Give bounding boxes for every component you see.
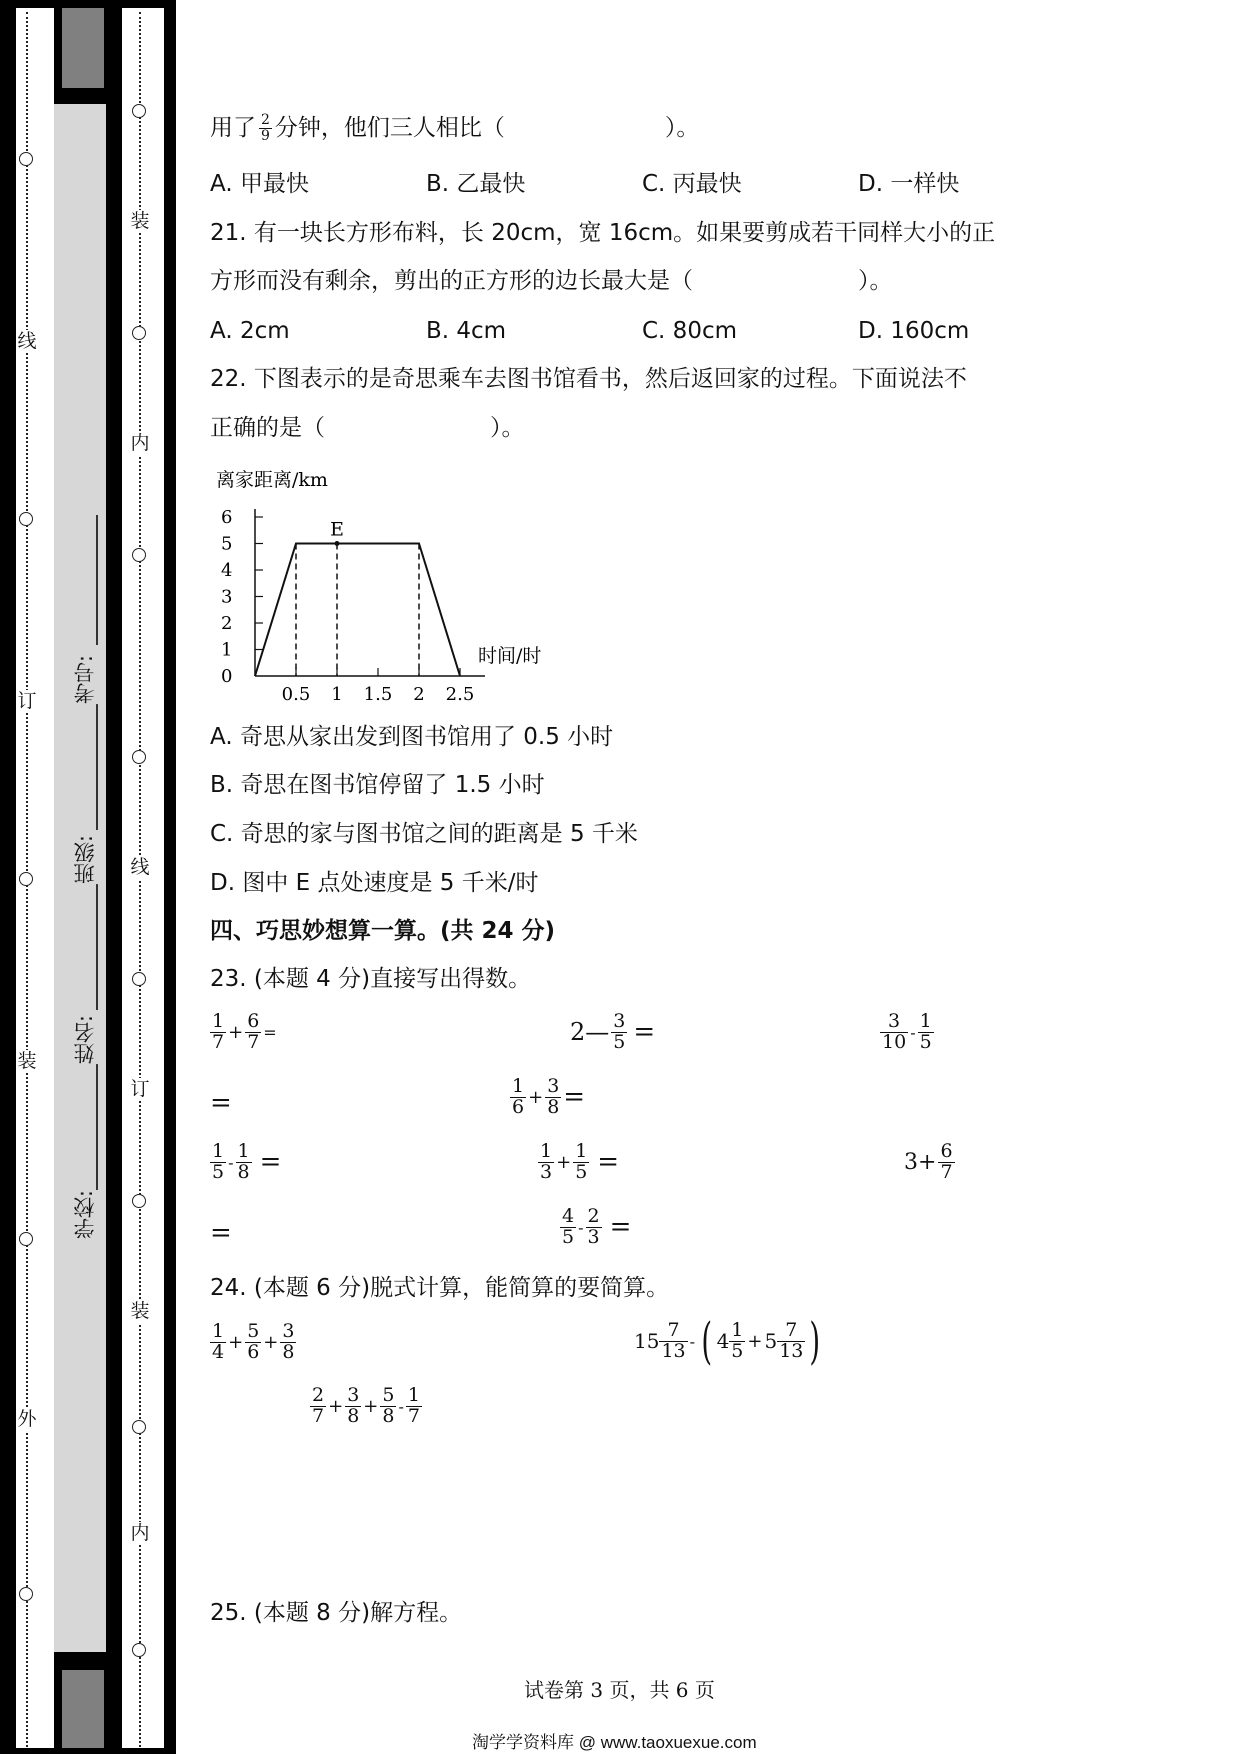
q24-expr-3: $\frac{2}{7}$ + $\frac{3}{8}$ + $\frac{5}{8}$ - $\frac{1}{7}$ [312, 1384, 420, 1427]
q23-item-h: $\frac{4}{5}$ - $\frac{2}{3}$ = [562, 1205, 632, 1248]
fraction: $\frac{6}{7}$ [940, 1140, 953, 1183]
inner-char: 订 [130, 1078, 150, 1100]
x-tick-label: 2.5 [445, 684, 475, 702]
q23-item-g-equals: = [210, 1218, 232, 1248]
frac-den: 9 [261, 127, 270, 144]
fraction: $\frac{3}{10}$ [882, 1010, 907, 1053]
frac-num: 2 [261, 112, 270, 128]
fraction: $\frac{1}{5}$ [212, 1140, 225, 1183]
q20-close: ）。 [664, 114, 700, 141]
q20-fraction [259, 113, 272, 143]
fraction: $\frac{2}{7}$ [312, 1384, 325, 1427]
q23-item-a: $\frac{1}{7}$ + $\frac{6}{7}$ = [212, 1010, 277, 1053]
fraction: $\frac{3}{8}$ [347, 1384, 360, 1427]
q21-line1: 21. 有一块长方形布料，长 20cm，宽 16cm。如果要剪成若干同样大小的正 [210, 220, 996, 246]
q21-answer-blank[interactable] [693, 270, 858, 293]
q21-option-a[interactable]: A. 2cm [210, 318, 290, 344]
x-tick-label: 0.5 [281, 684, 311, 702]
y-axis-label: 离家距离/km [216, 469, 328, 491]
q22-line1: 22. 下图表示的是奇思乘车去图书馆看书，然后返回家的过程。下面说法不 [210, 366, 967, 392]
outer-char: 装 [17, 1050, 37, 1072]
fraction: $\frac{1}{5}$ [919, 1010, 932, 1053]
q20-option-a[interactable]: A. 甲最快 [210, 171, 309, 197]
q23-item-g: 3+ $\frac{6}{7}$ [904, 1140, 953, 1183]
fraction: $\frac{1}{8}$ [237, 1140, 250, 1183]
inner-circle [132, 1420, 146, 1434]
fraction: $\frac{4}{5}$ [562, 1205, 575, 1248]
outer-circle [19, 512, 33, 526]
q23-item-c-equals: = [210, 1088, 232, 1118]
q22-option-b[interactable]: B. 奇思在图书馆停留了 1.5 小时 [210, 772, 545, 798]
field-class-label: 班级: [70, 835, 100, 884]
x-axis-label: 时间/时 [478, 645, 542, 667]
inner-char: 内 [130, 432, 150, 454]
x-tick-label: 2 [413, 684, 425, 702]
field-school-line[interactable] [96, 1060, 98, 1190]
point-e-label: E [330, 518, 344, 541]
q20-option-d[interactable]: D. 一样快 [858, 171, 960, 197]
fraction: $\frac{1}{7}$ [212, 1010, 225, 1053]
binding-gray-top [62, 8, 104, 88]
field-school-label: 学校: [70, 1190, 100, 1239]
outer-circle [19, 152, 33, 166]
page-footer: 试卷第 3 页，共 6 页 [524, 1678, 715, 1702]
q23-item-d: $\frac{1}{6}$ + $\frac{3}{8}$ = [512, 1075, 586, 1118]
outer-char: 订 [17, 690, 37, 712]
fraction: $\frac{1}{3}$ [540, 1140, 553, 1183]
q20-option-c[interactable]: C. 丙最快 [642, 171, 742, 197]
q22-option-c[interactable]: C. 奇思的家与图书馆之间的距离是 5 千米 [210, 821, 638, 847]
q21-option-c[interactable]: C. 80cm [642, 318, 737, 344]
binding-gray-bottom [62, 1670, 104, 1748]
q22-line2 [210, 417, 525, 440]
y-tick-label: 2 [221, 613, 233, 634]
x-tick-label: 1.5 [363, 684, 393, 702]
fraction: $\frac{5}{6}$ [247, 1320, 260, 1363]
q21-line2 [210, 270, 893, 293]
distance-time-chart [200, 462, 580, 702]
fraction: $\frac{1}{4}$ [212, 1320, 225, 1363]
y-tick-label: 4 [221, 560, 233, 581]
fraction: $\frac{3}{8}$ [282, 1320, 295, 1363]
q22-option-a[interactable]: A. 奇思从家出发到图书馆用了 0.5 小时 [210, 724, 614, 750]
q23-item-b: 2— $\frac{3}{5}$ = [570, 1010, 656, 1053]
fraction: $\frac{1}{5}$ [731, 1318, 744, 1362]
inner-circle [132, 326, 146, 340]
q24-expr-1: $\frac{1}{4}$ + $\frac{5}{6}$ + $\frac{3}{8}$ [212, 1320, 295, 1363]
q23-item-f: $\frac{1}{3}$ + $\frac{1}{5}$ = [540, 1140, 620, 1183]
q24-title: 24. (本题 6 分)脱式计算，能简算的要简算。 [210, 1275, 670, 1301]
point-e [335, 541, 340, 546]
inner-char: 线 [130, 856, 150, 878]
q23-item-e: $\frac{1}{5}$ - $\frac{1}{8}$ = [212, 1140, 282, 1183]
y-tick-label: 1 [221, 639, 233, 661]
q22-option-d[interactable]: D. 图中 E 点处速度是 5 千米/时 [210, 870, 539, 896]
q20-stem [210, 113, 699, 143]
q21-option-b[interactable]: B. 4cm [426, 318, 507, 344]
fraction: $\frac{1}{5}$ [575, 1140, 588, 1183]
q23-item-c: $\frac{3}{10}$ - $\frac{1}{5}$ [882, 1010, 932, 1053]
field-id-label: 考号: [70, 655, 100, 704]
fraction: $\frac{5}{8}$ [382, 1384, 395, 1427]
outer-char: 外 [17, 1408, 37, 1430]
y-tick-label: 3 [221, 586, 233, 608]
fraction: $\frac{6}{7}$ [247, 1010, 260, 1053]
fraction: $\frac{7}{13}$ [661, 1318, 686, 1362]
q20-prefix: 用了 [210, 114, 256, 141]
x-tick-label: 1 [331, 684, 343, 702]
outer-circle [19, 1232, 33, 1246]
inner-circle [132, 750, 146, 764]
field-id-line[interactable] [96, 515, 98, 645]
q21-line2-text: 方形而没有剩余，剪出的正方形的边长最大是（ [210, 268, 693, 294]
outer-circle [19, 872, 33, 886]
outer-circle [19, 1587, 33, 1601]
q22-answer-blank[interactable] [325, 417, 490, 440]
inner-char: 内 [130, 1522, 150, 1544]
y-tick-label: 6 [221, 507, 233, 528]
inner-circle [132, 1194, 146, 1208]
q21-close: ）。 [858, 268, 893, 294]
inner-char: 装 [130, 1300, 150, 1322]
q23-title: 23. (本题 4 分)直接写出得数。 [210, 966, 532, 992]
distance-line [255, 544, 460, 677]
y-tick-label: 5 [221, 533, 233, 555]
inner-circle [132, 548, 146, 562]
inner-circle [132, 104, 146, 118]
fraction: $\frac{3}{8}$ [547, 1075, 560, 1118]
fraction: $\frac{1}{7}$ [407, 1384, 420, 1427]
q21-option-d[interactable]: D. 160cm [858, 318, 970, 344]
inner-circle [132, 972, 146, 986]
field-class-line[interactable] [96, 700, 98, 830]
q20-suffix: 分钟，他们三人相比（ [274, 114, 505, 141]
outer-char: 线 [17, 330, 37, 352]
field-name-label: 姓名: [70, 1015, 100, 1064]
y-tick-label: 0 [221, 666, 233, 687]
q22-close: ）。 [490, 415, 525, 441]
watermark: 淘学学资料库 @ www.taoxuexue.com [472, 1733, 757, 1752]
q20-option-b[interactable]: B. 乙最快 [426, 171, 526, 197]
inner-cut-line [139, 12, 143, 1747]
fraction: $\frac{3}{5}$ [613, 1010, 626, 1053]
fraction: $\frac{1}{6}$ [512, 1075, 525, 1118]
fraction: $\frac{2}{3}$ [587, 1205, 600, 1248]
inner-char: 装 [130, 210, 150, 232]
inner-circle [132, 1643, 146, 1657]
q24-expr-2: 15 $\frac{7}{13}$ - ( 4 $\frac{1}{5}$ + 5 $\frac{7}{13}$ ) [634, 1312, 821, 1370]
section4-title: 四、巧思妙想算一算。(共 24 分) [210, 918, 556, 944]
field-name-line[interactable] [96, 880, 98, 1010]
q25-title: 25. (本题 8 分)解方程。 [210, 1600, 463, 1626]
fraction: $\frac{7}{13}$ [779, 1318, 804, 1362]
q22-line2-text: 正确的是（ [210, 415, 325, 441]
